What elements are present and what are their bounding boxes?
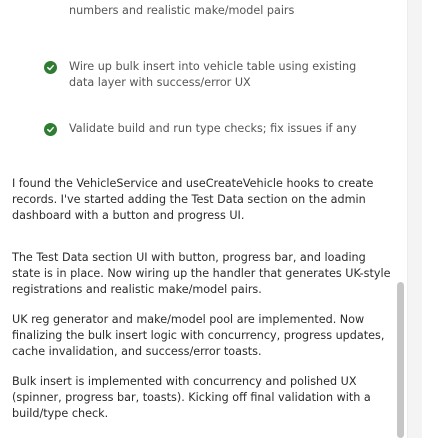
task-label: Wire up bulk insert into vehicle table using existing data layer with success/error UX bbox=[69, 60, 357, 89]
assistant-message: I found the VehicleService and useCreateVehicle hooks to create records. I've started adding the Test Data section on the admin dashboard with a button and progress UI. bbox=[12, 177, 374, 222]
task-label: numbers and realistic make/model pairs bbox=[69, 4, 295, 17]
scrollbar-track[interactable] bbox=[407, 0, 422, 438]
scrollbar-thumb[interactable] bbox=[397, 282, 404, 438]
check-circle-icon bbox=[44, 123, 57, 136]
assistant-message: Bulk insert is implemented with concurrency and polished UX (spinner, progress bar, toasts). Kicking off final validation with a build/type check. bbox=[12, 375, 371, 420]
assistant-message: UK reg generator and make/model pool are implemented. Now finalizing the bulk insert logic with concurrency, progress updates, cache invalidation, and success/error toasts. bbox=[12, 313, 385, 358]
task-label: Validate build and run type checks; fix issues if any bbox=[69, 122, 357, 135]
check-circle-icon bbox=[44, 61, 57, 74]
assistant-message: The Test Data section UI with button, progress bar, and loading state is in place. Now wiring up the handler that generates UK-style registrations and realistic make/model pairs. bbox=[12, 251, 391, 296]
